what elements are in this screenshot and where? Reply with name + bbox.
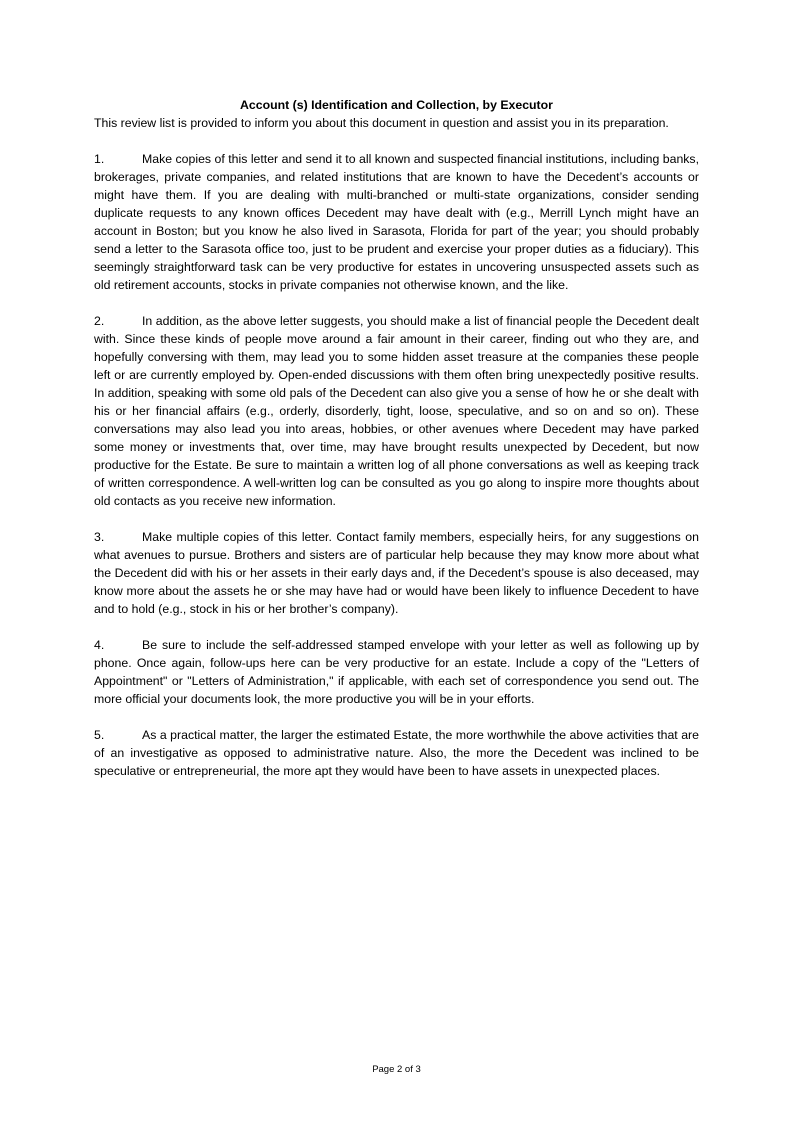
item-number: 5. xyxy=(94,728,105,742)
list-item xyxy=(94,150,699,294)
list-item xyxy=(94,312,699,510)
item-text: Make multiple copies of this letter. Contact family members, especially heirs, for any suggestions on what avenues to pursue. Brothers and sisters are of particular help because they may know more about what the Decedent did with his or her assets in their early days and, if the Decedent’s spouse is also deceased, may know more about the assets he or she may have had or would have been likely to influence Decedent to have and to hold (e.g., stock in his or her brother’s company). xyxy=(94,530,699,616)
intro-paragraph: This review list is provided to inform you about this document in question and assist you in its preparation. xyxy=(94,116,669,130)
item-text: Make copies of this letter and send it to all known and suspected financial institutions, including banks, brokerages, private companies, and related institutions that are known to have the Decedent’s accounts or might have them. If you are dealing with multi-branched or multi-state organizations, consider sending duplicate requests to any known offices Decedent may have dealt with (e.g., Merrill Lynch might have an account in Boston; but you know he also lived in Sarasota, Florida for part of the year; you should probably send a letter to the Sarasota office too, just to be prudent and exercise your proper duties as a fiduciary). This seemingly straightforward task can be very productive for estates in uncovering unsuspected assets such as old retirement accounts, stocks in private companies not otherwise known, and the like. xyxy=(94,152,699,292)
document-body xyxy=(94,96,699,798)
item-number: 4. xyxy=(94,638,105,652)
item-number: 2. xyxy=(94,314,105,328)
page-footer: Page 2 of 3 xyxy=(372,1064,421,1075)
list-item xyxy=(94,528,699,618)
list-item xyxy=(94,636,699,708)
document-title: Account (s) Identification and Collection, by Executor xyxy=(240,98,553,112)
item-number: 1. xyxy=(94,152,105,166)
item-text: As a practical matter, the larger the estimated Estate, the more worthwhile the above activities that are of an investigative as opposed to administrative nature. Also, the more the Decedent was inclined to be speculative or entrepreneurial, the more apt they would have been to have assets in unexpected places. xyxy=(94,728,699,778)
item-text: In addition, as the above letter suggests, you should make a list of financial people the Decedent dealt with. Since these kinds of people move around a fair amount in their career, finding out who they are, and hopefully conversing with them, may lead you to some hidden asset treasure at the companies these people left or are currently employed by. Open-ended discussions with them often bring unexpectedly positive results. In addition, speaking with some old pals of the Decedent can also give you a sense of how he or she dealt with his or her financial affairs (e.g., orderly, disorderly, tight, loose, speculative, and so on and so on). These conversations may also lead you into areas, hobbies, or other avenues where Decedent may have parked some money or investments that, over time, may have brought results unexpected by Decedent, but now productive for the Estate. Be sure to maintain a written log of all phone conversations as well as keeping track of written correspondence. A well-written log can be consulted as you go along to inspire more thoughts about old contacts as you receive new information. xyxy=(94,314,699,508)
item-number: 3. xyxy=(94,530,105,544)
item-text: Be sure to include the self-addressed stamped envelope with your letter as well as following up by phone. Once again, follow-ups here can be very productive for an estate. Include a copy of the "Letters of Appointment" or "Letters of Administration," if applicable, with each set of correspondence you send out. The more official your documents look, the more productive you will be in your efforts. xyxy=(94,638,699,706)
list-item xyxy=(94,726,699,780)
